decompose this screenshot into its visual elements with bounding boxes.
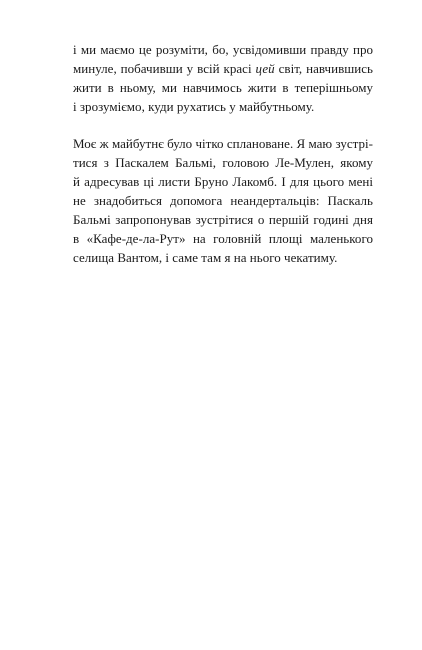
text-line: жити в ньому, ми навчимось жити в теперішньому	[73, 80, 373, 95]
text-line: тися з Паскалем Бальмі, головою Ле-Мулен, якому	[73, 155, 373, 170]
text-line: Бальмі запропонував зустрітися о першій годині дня	[73, 212, 373, 227]
text-line: не знадобиться допомога неандертальців: Паскаль	[73, 193, 373, 208]
text-line	[73, 59, 373, 78]
text-line: й адресував ці листи Бруно Лакомб. І для цього мені	[73, 174, 373, 189]
book-page	[73, 40, 373, 267]
text-line: Моє ж майбутнє було чітко сплановане. Я маю зустрі-	[73, 136, 373, 151]
text-line: в «Кафе-де-ла-Рут» на головній площі маленького	[73, 231, 373, 246]
text-fragment: минуле, побачивши у всій красі	[73, 61, 256, 76]
paragraph-1	[73, 40, 373, 116]
text-line: селища Вантом, і саме там я на нього чекатиму.	[73, 250, 338, 265]
text-fragment: світ, навчившись	[274, 61, 373, 76]
text-line: і ми маємо це розуміти, бо, усвідомивши правду про	[73, 42, 373, 57]
text-line: і зрозуміємо, куди рухатись у майбутньому.	[73, 99, 315, 114]
emphasis-word: цей	[255, 61, 275, 76]
paragraph-2	[73, 134, 373, 267]
